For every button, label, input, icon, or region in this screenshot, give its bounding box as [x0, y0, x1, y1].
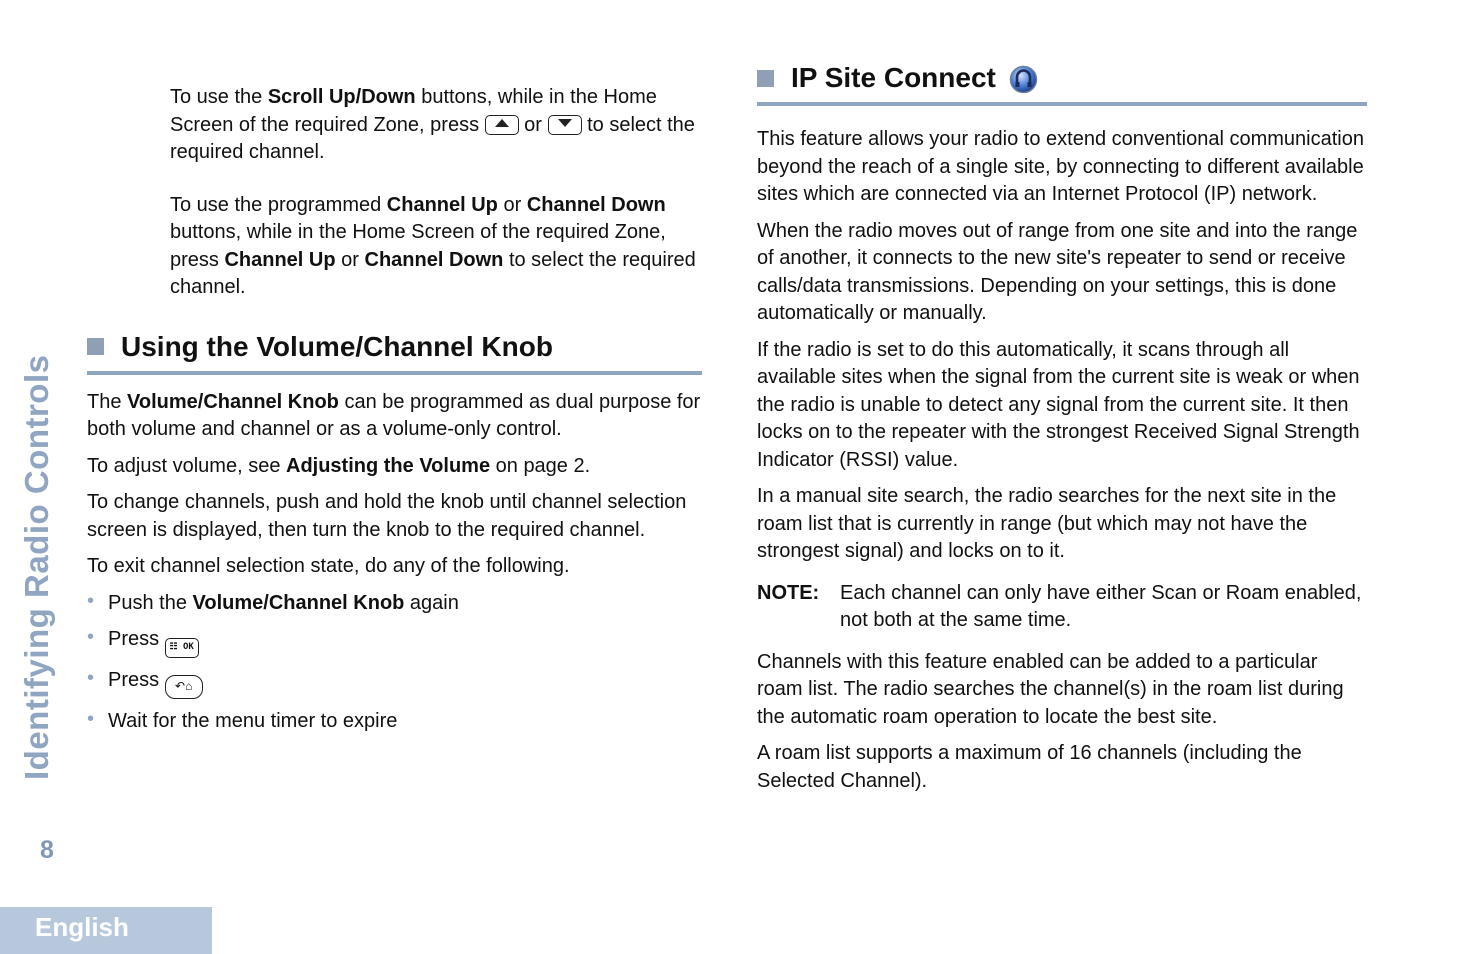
- scroll-up-button-icon: [485, 115, 519, 135]
- right-column: [757, 60, 1367, 804]
- exit-selection-intro: To exit channel selection state, do any of the following.: [87, 555, 570, 577]
- ipsc-manual-description: In a manual site search, the radio searches for the next site in the roam list that is currently in range (but which may not have the strongest signal) and locks on to it.: [757, 485, 1337, 562]
- ipsc-roaming-description: When the radio moves out of range from one site and into the range of another, it connects to the new site's repeater to send or receive calls/data transmissions. Depending on your settings, this is done automatically or manually.: [757, 219, 1358, 324]
- note-label: NOTE:: [757, 581, 820, 604]
- channel-up-down-instructions: To use the programmed Channel Up or Channel Down buttons, while in the Home Screen of the required Zone, press Channel Up or Channel Down to select the required channel.: [170, 193, 696, 298]
- list-item: • Push the Volume/Channel Knob again: [87, 590, 702, 618]
- side-chapter-title: Identifying Radio Controls: [18, 354, 55, 780]
- scroll-down-button-icon: [548, 115, 582, 135]
- adjust-volume-reference: To adjust volume, see Adjusting the Volume on page 2.: [87, 454, 591, 477]
- back-home-button-icon: ↶⌂: [165, 675, 203, 699]
- roam-list-description: Channels with this feature enabled can be added to a particular roam list. The radio searches the channel(s) in the roam list during the automatic roam operation to locate the best site.: [757, 650, 1344, 728]
- note-block: [757, 580, 1367, 635]
- menu-ok-button-icon: ☷ OK: [165, 638, 199, 658]
- change-channel-instructions: To change channels, push and hold the knob until channel selection screen is displayed, then turn the knob to the required channel.: [87, 491, 687, 541]
- roam-list-capacity: A roam list supports a maximum of 16 channels (including the Selected Channel).: [757, 742, 1302, 792]
- list-item: • Press ☷ OK: [87, 626, 702, 658]
- section-heading-ip-site-connect: IP Site Connect: [757, 60, 1367, 106]
- left-column: [87, 84, 702, 745]
- list-item: • Wait for the menu timer to expire: [87, 708, 702, 736]
- exit-options-list: [87, 590, 702, 736]
- heading-square-icon: [757, 70, 774, 87]
- section-heading-volume-knob: Using the Volume/Channel Knob: [87, 329, 702, 375]
- scroll-instructions: To use the Scroll Up/Down buttons, while in the Home Screen of the required Zone, press or to select the required channel.: [170, 86, 695, 163]
- note-text: Each channel can only have either Scan or Roam enabled, not both at the same time.: [840, 581, 1362, 631]
- language-tab: English: [0, 907, 212, 954]
- list-item: • Press ↶⌂: [87, 667, 702, 699]
- ip-site-connect-icon: [1009, 65, 1036, 92]
- heading-square-icon: [87, 338, 104, 355]
- ipsc-description: This feature allows your radio to extend conventional communication beyond the reach of a single site, by connecting to different available sites which are connected via an Internet Protocol (IP) network.: [757, 128, 1364, 205]
- page-number: 8: [40, 836, 54, 864]
- knob-description: The Volume/Channel Knob can be programmed as dual purpose for both volume and channel or as a volume-only control.: [87, 390, 701, 440]
- ipsc-automatic-description: If the radio is set to do this automatically, it scans through all available sites when the signal from the current site is weak or when the radio is unable to detect any signal from the current site. It then locks on to the repeater with the strongest Received Signal Strength Indicator (RSSI) value.: [757, 338, 1360, 471]
